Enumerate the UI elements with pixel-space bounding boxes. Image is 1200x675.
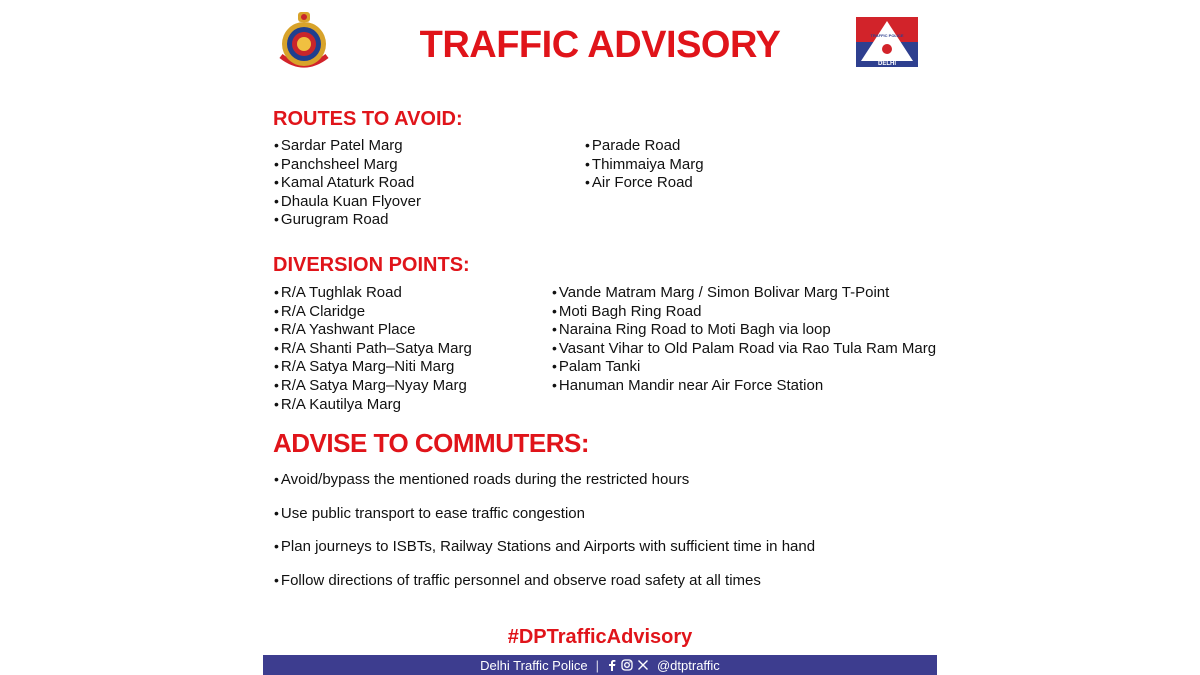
instagram-icon[interactable] [621, 659, 633, 671]
facebook-icon[interactable] [607, 659, 617, 671]
list-item: • Naraina Ring Road to Moti Bagh via loop [552, 320, 936, 339]
list-item: • R/A Yashwant Place [274, 320, 472, 339]
list-item: • Air Force Road [585, 173, 704, 192]
footer-separator: | [595, 657, 599, 673]
list-item: • Gurugram Road [274, 210, 421, 229]
hashtag: #DPTrafficAdvisory [507, 626, 693, 648]
footer-bar [263, 655, 937, 675]
list-item: • R/A Shanti Path–Satya Marg [274, 339, 472, 358]
list-item: • Avoid/bypass the mentioned roads during the restricted hours [274, 470, 815, 504]
list-item: • R/A Satya Marg–Nyay Marg [274, 376, 472, 395]
logo-city-text: DELHI [878, 61, 896, 67]
logo-org-text: TRAFFIC POLICE [870, 33, 904, 38]
list-item: • Use public transport to ease traffic congestion [274, 504, 815, 538]
advice-heading: ADVISE TO COMMUTERS: [273, 428, 589, 458]
list-item: • Follow directions of traffic personnel and observe road safety at all times [274, 571, 815, 605]
diversion-heading: DIVERSION POINTS: [273, 254, 470, 276]
list-item: • Kamal Ataturk Road [274, 173, 421, 192]
list-item: • Parade Road [585, 136, 704, 155]
list-item: • Dhaula Kuan Flyover [274, 192, 421, 211]
list-item: • Moti Bagh Ring Road [552, 302, 936, 321]
list-item: • R/A Tughlak Road [274, 283, 472, 302]
routes-list-right [585, 136, 704, 192]
x-icon[interactable] [637, 659, 649, 671]
list-item: • Vasant Vihar to Old Palam Road via Rao Tula Ram Marg [552, 339, 936, 358]
list-item: • Hanuman Mandir near Air Force Station [552, 376, 936, 395]
list-item: • Sardar Patel Marg [274, 136, 421, 155]
page-title: TRAFFIC ADVISORY [419, 24, 781, 66]
routes-list-left [274, 136, 421, 229]
list-item: • Thimmaiya Marg [585, 155, 704, 174]
footer-org: Delhi Traffic Police [480, 657, 588, 673]
list-item: • Plan journeys to ISBTs, Railway Stations and Airports with sufficient time in hand [274, 537, 815, 571]
advisory-poster [263, 0, 937, 675]
footer-handle[interactable]: @dtptraffic [656, 657, 720, 673]
list-item: • Vande Matram Marg / Simon Bolivar Marg T-Point [552, 283, 936, 302]
advice-list [274, 470, 815, 605]
routes-heading: ROUTES TO AVOID: [273, 108, 463, 130]
list-item: • Panchsheel Marg [274, 155, 421, 174]
list-item: • Palam Tanki [552, 357, 936, 376]
list-item: • R/A Kautilya Marg [274, 395, 472, 414]
list-item: • R/A Satya Marg–Niti Marg [274, 357, 472, 376]
list-item: • R/A Claridge [274, 302, 472, 321]
diversion-list-right [552, 283, 936, 395]
social-icons [607, 659, 649, 671]
diversion-list-left [274, 283, 472, 413]
